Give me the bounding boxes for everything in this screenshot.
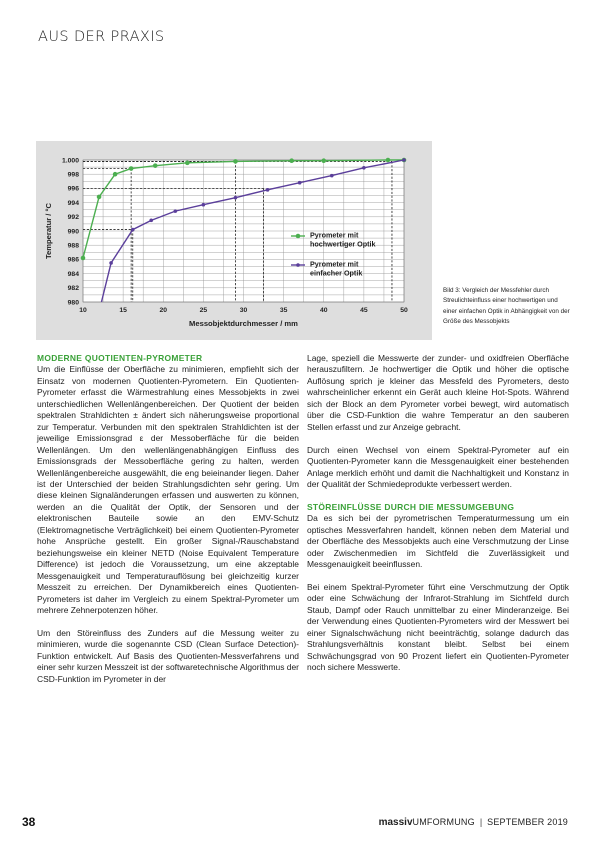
data-point (131, 228, 135, 232)
data-point (330, 174, 334, 178)
x-tick-label: 50 (400, 307, 408, 314)
brand-light: UMFORMUNG (412, 817, 475, 827)
y-tick-label: 992 (67, 214, 79, 222)
page-number: 38 (22, 815, 36, 829)
y-tick-label: 1.000 (61, 157, 79, 165)
data-point (109, 261, 113, 265)
legend-swatch-marker (296, 263, 300, 267)
legend-label-line: Pyrometer mit (310, 259, 359, 269)
y-tick-label: 996 (67, 185, 79, 193)
y-tick-label: 990 (67, 228, 79, 236)
paragraph: Lage, speziell die Messwerte der zunder- und oxidfreien Oberfläche herauszufiltern. Je hochwertiger die Optik und höher die optische Auflösung sprich je kleiner das Messfeld des Pyrometers, desto wahrscheinlicher erkennt ein Gerät auch kleine Hot-Spots. Während sich der Block an dem Pyrometer vorbei bewegt, wird automatisch über die CSD-Funktion die wahre Temperatur an den sauberen Stellen erfasst und zur Anzeige gebracht. (307, 353, 569, 432)
data-point (402, 158, 406, 162)
data-point (149, 219, 153, 223)
right-column (307, 353, 569, 685)
data-point (386, 158, 391, 163)
y-tick-label: 994 (67, 199, 79, 207)
x-tick-label: 30 (239, 307, 248, 314)
figure-caption: Bild 3: Vergleich der Messfehler durch Streulichteinfluss einer hochwertigen und einer einfachen Optik in Abhängigkeit von der Größe des Messobjekts (443, 287, 570, 326)
data-point (266, 188, 270, 192)
data-point (234, 196, 238, 200)
legend-label-line: hochwertiger Optik (310, 239, 376, 249)
x-tick-label: 20 (159, 307, 168, 314)
y-tick-label: 998 (67, 171, 79, 179)
y-tick-label: 980 (67, 299, 79, 307)
data-point (113, 172, 118, 177)
y-tick-label: 988 (67, 242, 79, 250)
data-point (185, 161, 190, 166)
left-column (37, 353, 299, 697)
figure-chart (36, 141, 432, 340)
brand-separator: | (479, 817, 483, 827)
x-tick-label: 35 (279, 307, 288, 314)
y-tick-label: 984 (67, 270, 79, 278)
data-point (362, 166, 366, 170)
data-point (321, 158, 326, 163)
data-point (233, 159, 238, 164)
data-point (298, 181, 302, 185)
paragraph: Durch einen Wechsel von einem Spektral-Pyrometer auf ein Quotienten-Pyrometer kann die Messgenauigkeit einer bestehenden Anlage merklich erhöht und damit die Nachhaltigkeit und Konstanz in der Qualität der Schmiedeprodukte verbessert werden. (307, 444, 569, 489)
issue-date: SEPTEMBER 2019 (487, 817, 568, 827)
y-tick-label: 982 (67, 285, 79, 293)
x-tick-label: 10 (79, 307, 87, 314)
data-point (153, 163, 158, 168)
legend-swatch-marker (296, 234, 301, 239)
data-point (81, 256, 86, 261)
legend-label-line: einfacher Optik (310, 268, 363, 278)
x-tick-label: 45 (360, 307, 368, 314)
brand-bold: massiv (378, 817, 413, 828)
paragraph: Bei einem Spektral-Pyrometer führt eine Verschmutzung der Optik oder eine Schwächung der Infrarot-Strahlung im Sichtfeld durch Staub, Dampf oder Rauch unmittelbar zu einer Minderanzeige. Bei der Verwendung eines Quotienten-Pyrometers wird der Messwert bei einer Signalschwächung nicht beeinträchtig, solange dadurch das Strahlungsverhältnis konstant bleibt. Selbst bei einem Schwächungsgrad von 90 Prozent liefert ein Quotienten-Pyrometer noch sichere Messwerte. (307, 582, 569, 673)
section-heading-quotient: MODERNE QUOTIENTEN-PYROMETER (37, 353, 203, 363)
section-heading-stoereinfluesse: STÖREINFLÜSSE DURCH DIE MESSUMGEBUNG (307, 501, 515, 512)
section-header: AUS DER PRAXIS (38, 29, 165, 45)
legend-label (310, 260, 362, 278)
x-axis-label: Messobjektdurchmesser / mm (189, 319, 298, 328)
x-tick-label: 40 (319, 307, 328, 314)
paragraph: Da es sich bei der pyrometrischen Temperaturmessung um ein optisches Messverfahren handelt, können neben dem Material und der Oberfläche des Messobjekts auch eine Verschmutzung der Linse oder Zwischenmedien im Sichtfeld die Zuverlässigkeit und Messgenauigkeit beeinflussen. (307, 513, 569, 570)
data-point (129, 166, 134, 171)
x-tick-label: 15 (119, 307, 127, 314)
data-point (202, 203, 206, 207)
y-axis-label: Temperatur / °C (44, 202, 53, 260)
data-point (97, 195, 102, 200)
data-point (289, 158, 294, 163)
paragraph: Um den Störeinfluss des Zunders auf die Messung weiter zu minimieren, wurde die sogenannte CSD (Clean Surface Detection)-Funktion entwickelt. Auf Basis des Quotienten-Messverfahrens und einer sehr kurzen Messzeit ist der softwaretechnische Algorithmus der CSD-Funktion im Pyrometer in der (37, 627, 299, 684)
paragraph: Um die Einflüsse der Oberfläche zu minimieren, empfiehlt sich der Einsatz von modernen Quotienten-Pyrometern. Ein Quotienten-Pyrometer erfasst die Wärmestrahlung eines Messobjekts in zwei unterschiedlichen Wellenlängenbereichen. Der Quotient der beiden spektralen Strahldichten ± ändert sich näherungsweise proportional zur Temperatur. Verbunden mit den spektralen Strahldichten ist der jeweilige Emissionsgrad ε der Messoberfläche für die beiden Wellenlängen. Um den wellenlängenabhängigen Einfluss des Emissionsgrads der Messoberfläche gering zu halten, werden Wellenlängenbereiche ausgewählt, die eng beieinander liegen. Daher ist der Unterschied der beiden Strahlungsdichten sehr gering. Um diese kleinen Signaländerungen erfassen und auswerten zu können, werden an die Qualität der Optik, der Sensoren und der elektronischen Bauteile sowie an den EMV-Schutz (Elektromagnetische Verträglichkeit) bei einem Quotienten-Pyrometer hohe Ansprüche gestellt. Ein großer Signal-/Rauschabstand beziehungsweise ein kleiner NETD (Noise Equivalent Temperature Difference) ist jedoch die Voraussetzung, um eine akzeptable Messgenauigkeit und Temperaturauflösung bei gleichzeitig kurzer Messzeit zu erreichen. Der Dynamikbereich eines Quotienten-Pyrometers ist daher im Vergleich zu einem Spektral-Pyrometer um mehrere Zehnerpotenzen höher. (37, 364, 299, 615)
y-tick-label: 986 (67, 256, 79, 264)
x-tick-label: 25 (199, 307, 208, 314)
line-chart (36, 141, 432, 340)
data-point (173, 209, 177, 213)
legend-label-line: Pyrometer mit (310, 230, 359, 240)
magazine-brand (379, 817, 568, 828)
